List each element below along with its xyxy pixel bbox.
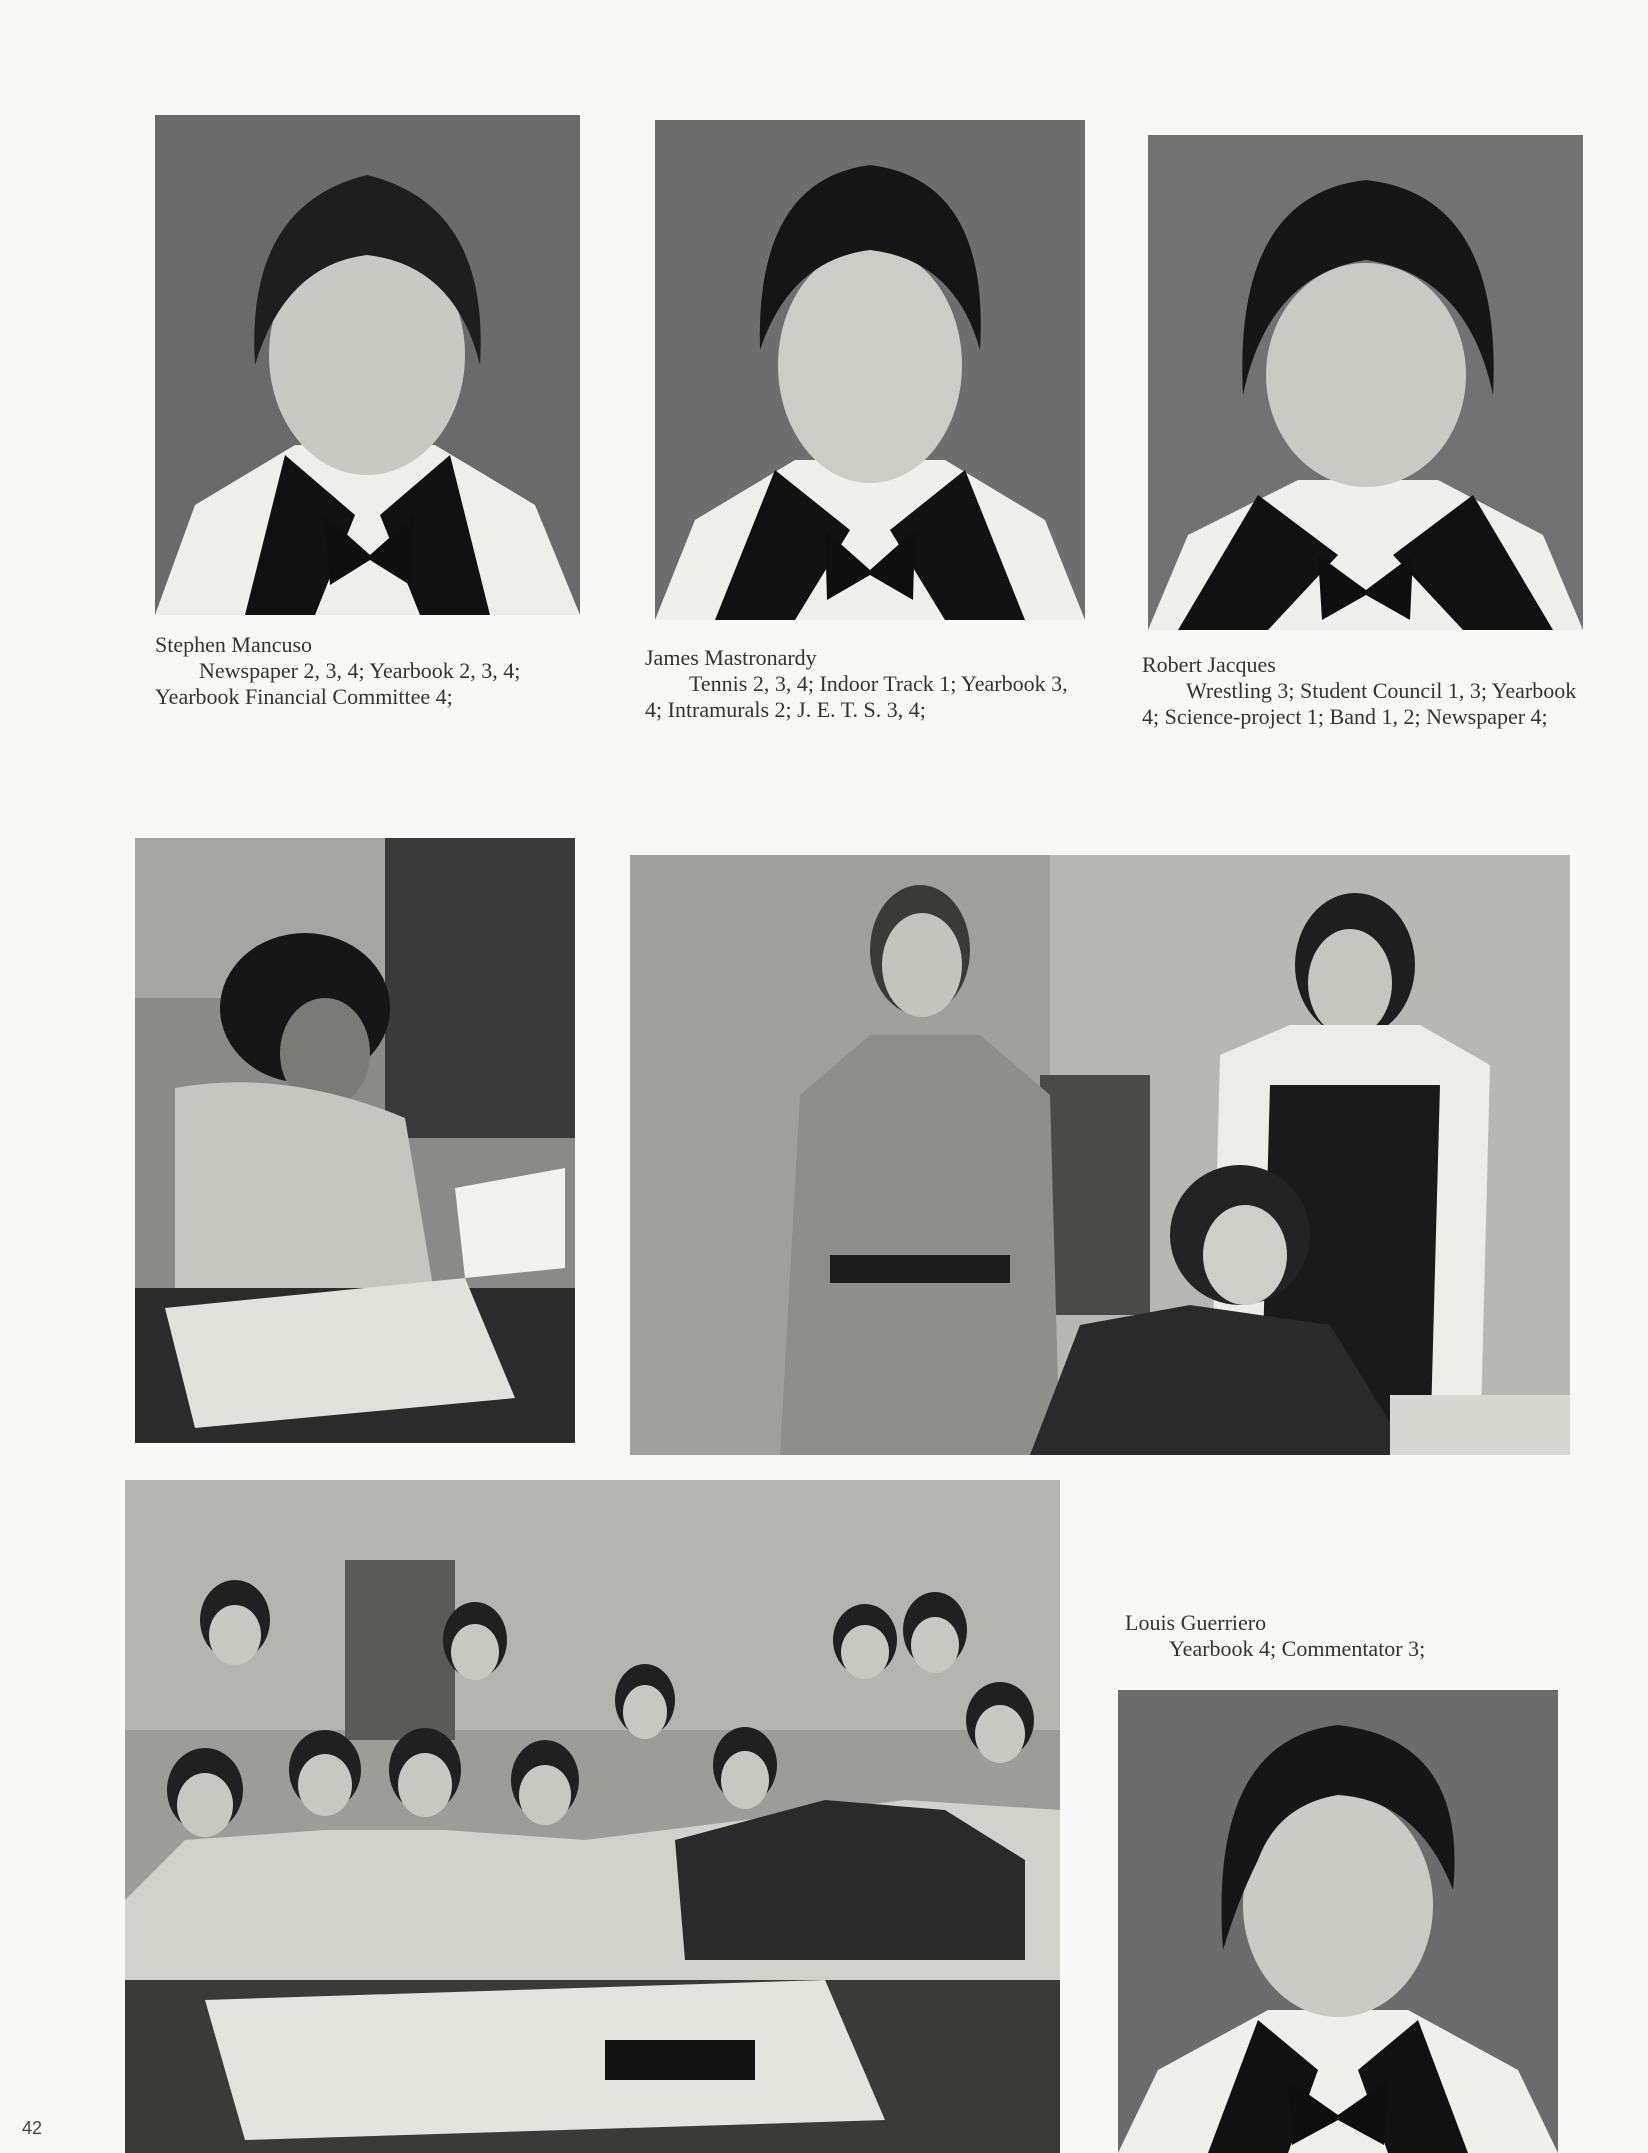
portrait-photo-louis-guerriero xyxy=(1118,1690,1558,2153)
senior-name: Louis Guerriero xyxy=(1125,1610,1267,1635)
portrait-photo-james-mastronardy xyxy=(655,120,1085,620)
caption-james-mastronardy xyxy=(645,645,1085,723)
group-photo-yearbook-staff xyxy=(125,1480,1060,2153)
portrait-photo-robert-jacques xyxy=(1148,135,1583,630)
candid-photo-three-students xyxy=(630,855,1570,1455)
candid-photo-student-at-desk xyxy=(135,838,575,1443)
senior-name: Robert Jacques xyxy=(1142,652,1276,677)
senior-activities: Newspaper 2, 3, 4; Yearbook 2, 3, 4; Yearbook Financial Committee 4; xyxy=(155,658,521,709)
senior-name: James Mastronardy xyxy=(645,645,817,670)
portrait-photo-stephen-mancuso xyxy=(155,115,580,615)
caption-louis-guerriero xyxy=(1125,1610,1565,1662)
senior-activities: Tennis 2, 3, 4; Indoor Track 1; Yearbook 3, 4; Intramurals 2; J. E. T. S. 3, 4; xyxy=(645,671,1068,722)
caption-robert-jacques xyxy=(1142,652,1582,730)
senior-activities: Yearbook 4; Commentator 3; xyxy=(1169,1636,1426,1661)
senior-name: Stephen Mancuso xyxy=(155,632,313,657)
page-number: 42 xyxy=(22,2118,43,2138)
senior-activities: Wrestling 3; Student Council 1, 3; Yearbook 4; Science-project 1; Band 1, 2; Newspaper 4; xyxy=(1142,678,1577,729)
caption-stephen-mancuso xyxy=(155,632,585,710)
